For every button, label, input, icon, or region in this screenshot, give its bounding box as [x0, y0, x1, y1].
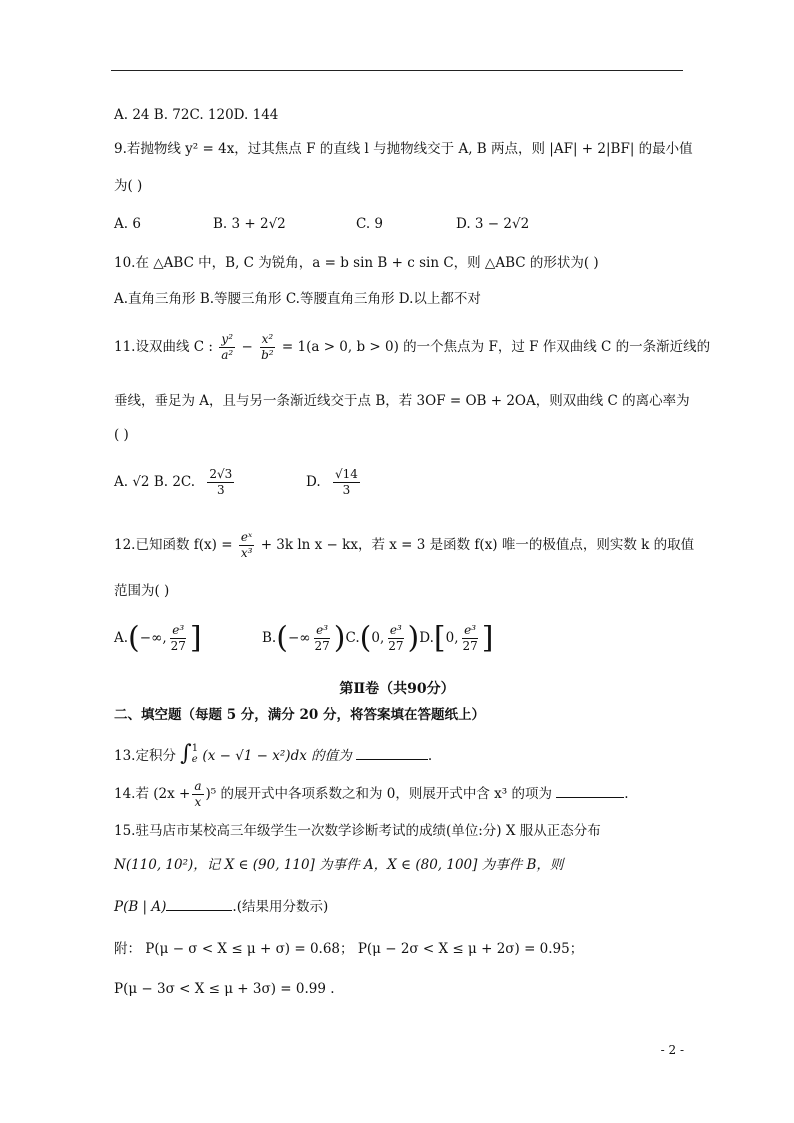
q12-frac-den: x³ [240, 546, 253, 560]
q12-stem [114, 528, 694, 562]
q12-option-a: A.(−∞, $\frac{\text{e³}}{27}$ ] [114, 620, 202, 656]
q12-stem-post: + 3k ln x − kx，若 x = 3 是函数 f(x) 唯一的极值点，则实数 k 的取值 [260, 537, 695, 553]
q11-d-num: √14 [334, 467, 358, 481]
header-rule [111, 70, 683, 71]
q15-appendix-line1: 附： P(μ − σ < X ≤ μ + σ) = 0.68； P(μ − 2σ < X ≤ μ + 2σ) = 0.95； [114, 941, 584, 957]
q12-d-frac-num: e³ [464, 623, 477, 637]
q15-line1: 15.驻马店市某校高三年级学生一次数学诊断考试的成绩(单位:分) X 服从正态分布 [114, 823, 601, 839]
q11-option-d-frac [333, 467, 360, 498]
q11-line3: ( ) [114, 427, 129, 443]
q13-body: (x − √1 − x²)dx 的值为 [202, 748, 352, 764]
q14-post: . [624, 786, 629, 802]
q11-d-label: D. [306, 474, 321, 490]
q8-options: A. 24 B. 72C. 120D. 144 [114, 107, 279, 123]
q11-stem-pre: 11.设双曲线 C : [114, 339, 213, 355]
q13-integral [180, 740, 198, 768]
q12-b-label: B. [262, 630, 277, 646]
q9-option-d: D. 3 − 2√2 [456, 216, 530, 232]
q12-frac-num: eˣ [240, 530, 253, 544]
q12-c-frac-num: e³ [389, 623, 402, 637]
q11-option-a-b: A. √2 B. 2C. [114, 474, 196, 490]
q12-line2: 范围为( ) [114, 583, 170, 599]
page-number: - 2 - [660, 1043, 684, 1057]
q13-lower: e [191, 754, 198, 765]
q13-pre: 13.定积分 [114, 748, 176, 764]
q11-frac1-den: a² [221, 348, 234, 362]
q13-post: . [427, 748, 433, 764]
q10-options: A.直角三角形 B.等腰三角形 C.等腰直角三角形 D.以上都不对 [114, 291, 481, 307]
q12-stem-pre: 12.已知函数 f(x) = [114, 537, 233, 553]
q10-stem: 10.在 △ABC 中，B, C 为锐角，a = b sin B + c sin C，则 △ABC 的形状为( ) [114, 255, 599, 271]
q12-c-frac [386, 623, 405, 654]
q9-option-c: C. 9 [356, 216, 384, 232]
q12-a-content: −∞, [139, 630, 167, 646]
q11-frac-x [259, 332, 276, 363]
q12-c-label: C. [345, 630, 360, 646]
q11-frac-y [219, 332, 235, 363]
q12-a-frac [169, 623, 188, 654]
q12-c-frac-den: 27 [388, 639, 404, 653]
q12-a-frac-den: 27 [170, 639, 186, 653]
q12-a-frac-num: e³ [172, 623, 185, 637]
q11-frac1-num: y² [221, 332, 234, 346]
q11-c-num: 2√3 [209, 467, 233, 481]
q12-d-frac [461, 623, 480, 654]
q15-line3-post: .(结果用分数示) [232, 899, 329, 915]
q12-b-frac-num: e³ [316, 623, 329, 637]
q14-frac [192, 779, 203, 810]
q11-line2: 垂线，垂足为 A，且与另一条渐近线交于点 B，若 3OF = OB + 2OA，则双曲线 C 的离心率为 [114, 393, 690, 409]
q11-option-c-frac [207, 467, 234, 498]
q14 [114, 777, 629, 811]
q13-upper: 1 [191, 743, 199, 754]
q12-d-content: 0, [445, 630, 459, 646]
q12-d-frac-den: 27 [462, 639, 478, 653]
q13-answer-blank[interactable] [356, 759, 428, 760]
q12-a-label: A. [114, 630, 129, 646]
q12-b-frac-den: 27 [314, 639, 330, 653]
q12-frac [239, 530, 255, 561]
fill-in-title: 二、填空题（每题 5 分，满分 20 分，将答案填在答题纸上） [114, 707, 485, 723]
q13-integral-sign: ∫ [180, 741, 192, 766]
q11-minus: − [241, 339, 253, 355]
q11-frac2-num: x² [261, 332, 274, 346]
q15-answer-blank[interactable] [166, 910, 232, 911]
q11-d-den: 3 [342, 483, 351, 497]
q14-pre: 14.若 (2x + [114, 786, 191, 802]
q12-d-label: D. [419, 630, 434, 646]
q9-stem: 9.若抛物线 y² = 4x，过其焦点 F 的直线 l 与抛物线交于 A, B 两点，则 |AF| + 2|BF| 的最小值 [114, 141, 693, 157]
q11-stem [114, 330, 710, 364]
q15-line3 [114, 898, 328, 916]
q12-c-content: 0, [371, 630, 385, 646]
q15-line2: N(110, 10²)，记 X ∈ (90, 110] 为事件 A，X ∈ (80, 100] 为事件 B，则 [114, 857, 564, 873]
q12-b-frac [313, 623, 332, 654]
q11-options-abc [114, 462, 236, 502]
q14-answer-blank[interactable] [556, 797, 624, 798]
q9-option-a: A. 6 [114, 216, 141, 232]
q15-line3-pre: P(B | A) [114, 899, 167, 915]
q12-option-bcd: B.(−∞ $\frac{\text{e³}}{27}$ )C.(0, $\frac{\text{e³}}{27}$ )D.[0, $\frac{\text{e³}}{27}$ ] [262, 620, 494, 656]
q14-frac-den: x [194, 795, 202, 809]
q15-appendix-line2: P(μ − 3σ < X ≤ μ + 3σ) = 0.99 . [114, 981, 335, 997]
q11-stem-post: = 1(a > 0, b > 0) 的一个焦点为 F，过 F 作双曲线 C 的一条渐近线的 [281, 339, 711, 355]
q12-b-content: −∞ [287, 630, 311, 646]
q14-frac-num: a [194, 779, 202, 793]
q14-mid: )⁵ 的展开式中各项系数之和为 0，则展开式中含 x³ 的项为 [205, 786, 552, 802]
q11-c-den: 3 [216, 483, 225, 497]
q11-option-d [306, 462, 362, 502]
q13 [114, 740, 432, 770]
q9-option-b: B. 3 + 2√2 [213, 216, 286, 232]
section2-title: 第Ⅱ卷（共90分） [339, 681, 455, 697]
q11-frac2-den: b² [261, 348, 274, 362]
q9-stem-cont: 为( ) [114, 178, 143, 194]
